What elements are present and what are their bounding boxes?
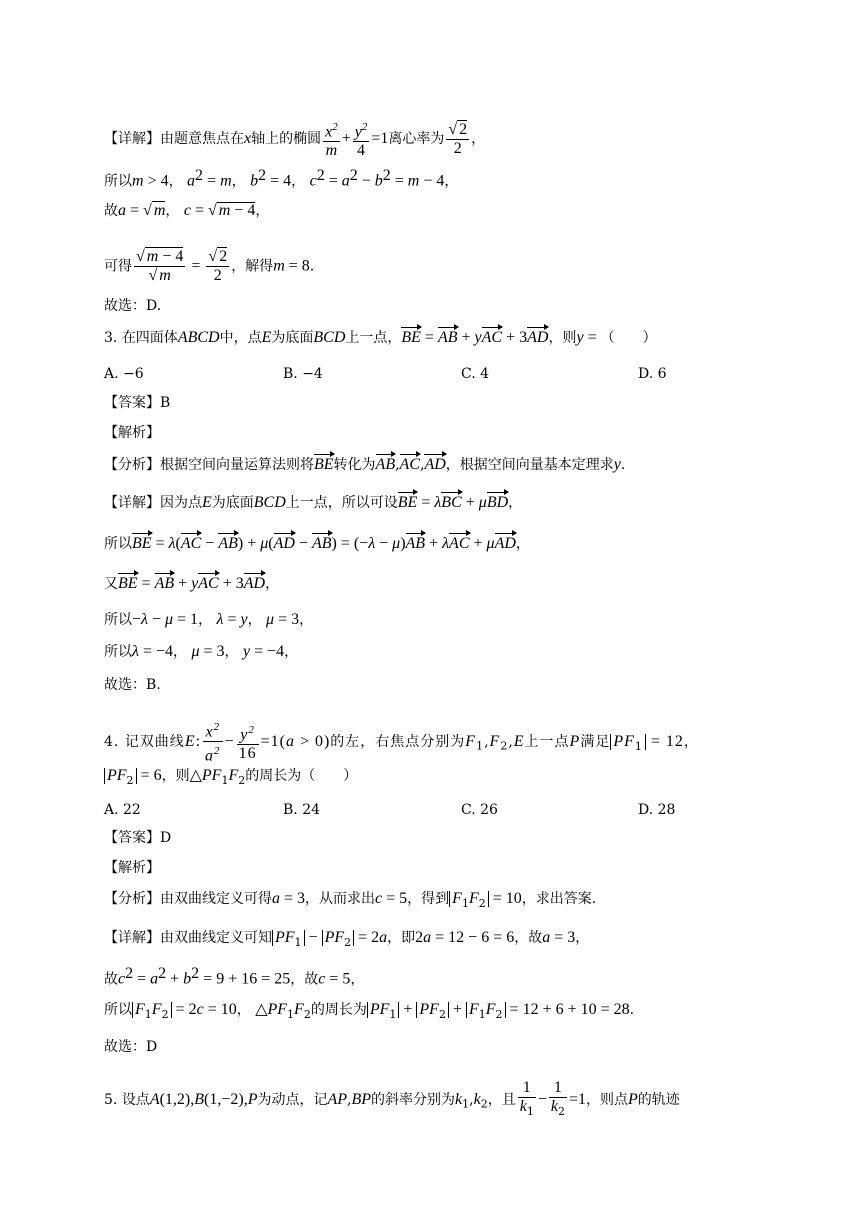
q3-detail-3: 又BE = AB + yAC + 3AD，	[104, 575, 280, 592]
q4-option-a: A. 22	[104, 802, 141, 818]
detail-line-3: 故a = √ m， c = √ m − 4，	[104, 202, 270, 219]
q4-detail-3: 所以 $F_1F_2 = 2c = 10$， $\triangle PF_1F_2$的周长为 $PF_1 + PF_2 + F_1F_2 = 12 + 6 + 10 = 28$.	[104, 1001, 635, 1021]
q4-analysis-heading: 【解析】	[104, 860, 160, 876]
q3-option-a: A. −6	[104, 366, 144, 382]
question-3: 3. 在四面体ABCD中，点E为底面BCD上一点，BE = AB + yAC + 3AD，则y = （ ）	[104, 329, 657, 346]
q4-option-d: D. 28	[638, 802, 676, 818]
q3-option-d: D. 6	[638, 366, 667, 382]
detail-line-1: 【详解】由题意焦点在x轴上的椭圆 $\frac{x^2}{m}$ + $\frac{y^2}{4}$ =1离心率为 $\frac{√ 2}{2}$ ，	[104, 118, 485, 160]
q4-option-b: B. 24	[283, 802, 321, 818]
detail-line-2: 所以m > 4， $a^2 = m$， $b^2 = 4$， $c^2 = a^2 - b^2 = m - 4$，	[104, 167, 459, 190]
q3-answer: 【答案】B	[104, 395, 171, 411]
q3-analysis: 【分析】根据空间向量运算法则将BE转化为AB,AC,AD，根据空间向量基本定理求y.	[104, 456, 626, 473]
q4-detail-2: 故$c^2 = a^2 + b^2 = 9 + 16 = 25$，故c = 5，	[104, 965, 365, 988]
q4-answer: 【答案】D	[104, 830, 172, 846]
choice-line: 故选：D.	[104, 298, 162, 314]
detail-line-4: 可得 $\frac{√ m - 4}{√ m}$ = $\frac{√ 2}{2}$ ，解得m = 8.	[104, 248, 315, 284]
question-4-line-2: $PF_2 = 6$，则$\triangle PF_1F_2$的周长为（ ）	[104, 766, 357, 791]
question-5: 5. 设点A(1,2),B(1,−2),P为动点，记AP,BP的斜率分别为$k_1,k_2$，且 $\frac{1}{k_1}$ − $\frac{1}{k_2}$ =1，则点P的轨迹	[104, 1079, 680, 1118]
q3-analysis-heading: 【解析】	[104, 425, 160, 441]
q3-option-c: C. 4	[461, 366, 490, 382]
q3-choice: 故选：B.	[104, 677, 161, 693]
q3-detail-1: 【详解】因为点E为底面BCD上一点，所以可设BE = λBC + μBD，	[104, 494, 523, 511]
q4-option-c: C. 26	[461, 802, 498, 818]
question-4-line-1: 4. 记双曲线E: $\frac{x^2}{a^2}$ − $\frac{y^2}{16}$ =1(a > 0)的左，右焦点分别为$F_1,F_2,E$上一点P满足 $PF_1 = 12$，	[104, 718, 699, 766]
q3-detail-4: 所以−λ − μ = 1， λ = y， μ = 3，	[104, 611, 314, 628]
q3-option-b: B. −4	[283, 366, 323, 382]
q4-detail-1: 【详解】由双曲线定义可知 $PF_1 - PF_2 = 2a$，即2a = 12 − 6 = 6，故a = 3，	[104, 929, 590, 949]
q4-analysis: 【分析】由双曲线定义可得a = 3，从而求出c = 5，得到 $F_1F_2 = 10$，求出答案.	[104, 890, 597, 910]
q4-choice: 故选：D	[104, 1039, 158, 1055]
q3-detail-2: 所以BE = λ(AC − AB) + μ(AD − AB) = (−λ − μ)AB + λAC + μAD，	[104, 535, 530, 552]
q3-detail-5: 所以λ = −4， μ = 3， y = −4，	[104, 643, 299, 660]
